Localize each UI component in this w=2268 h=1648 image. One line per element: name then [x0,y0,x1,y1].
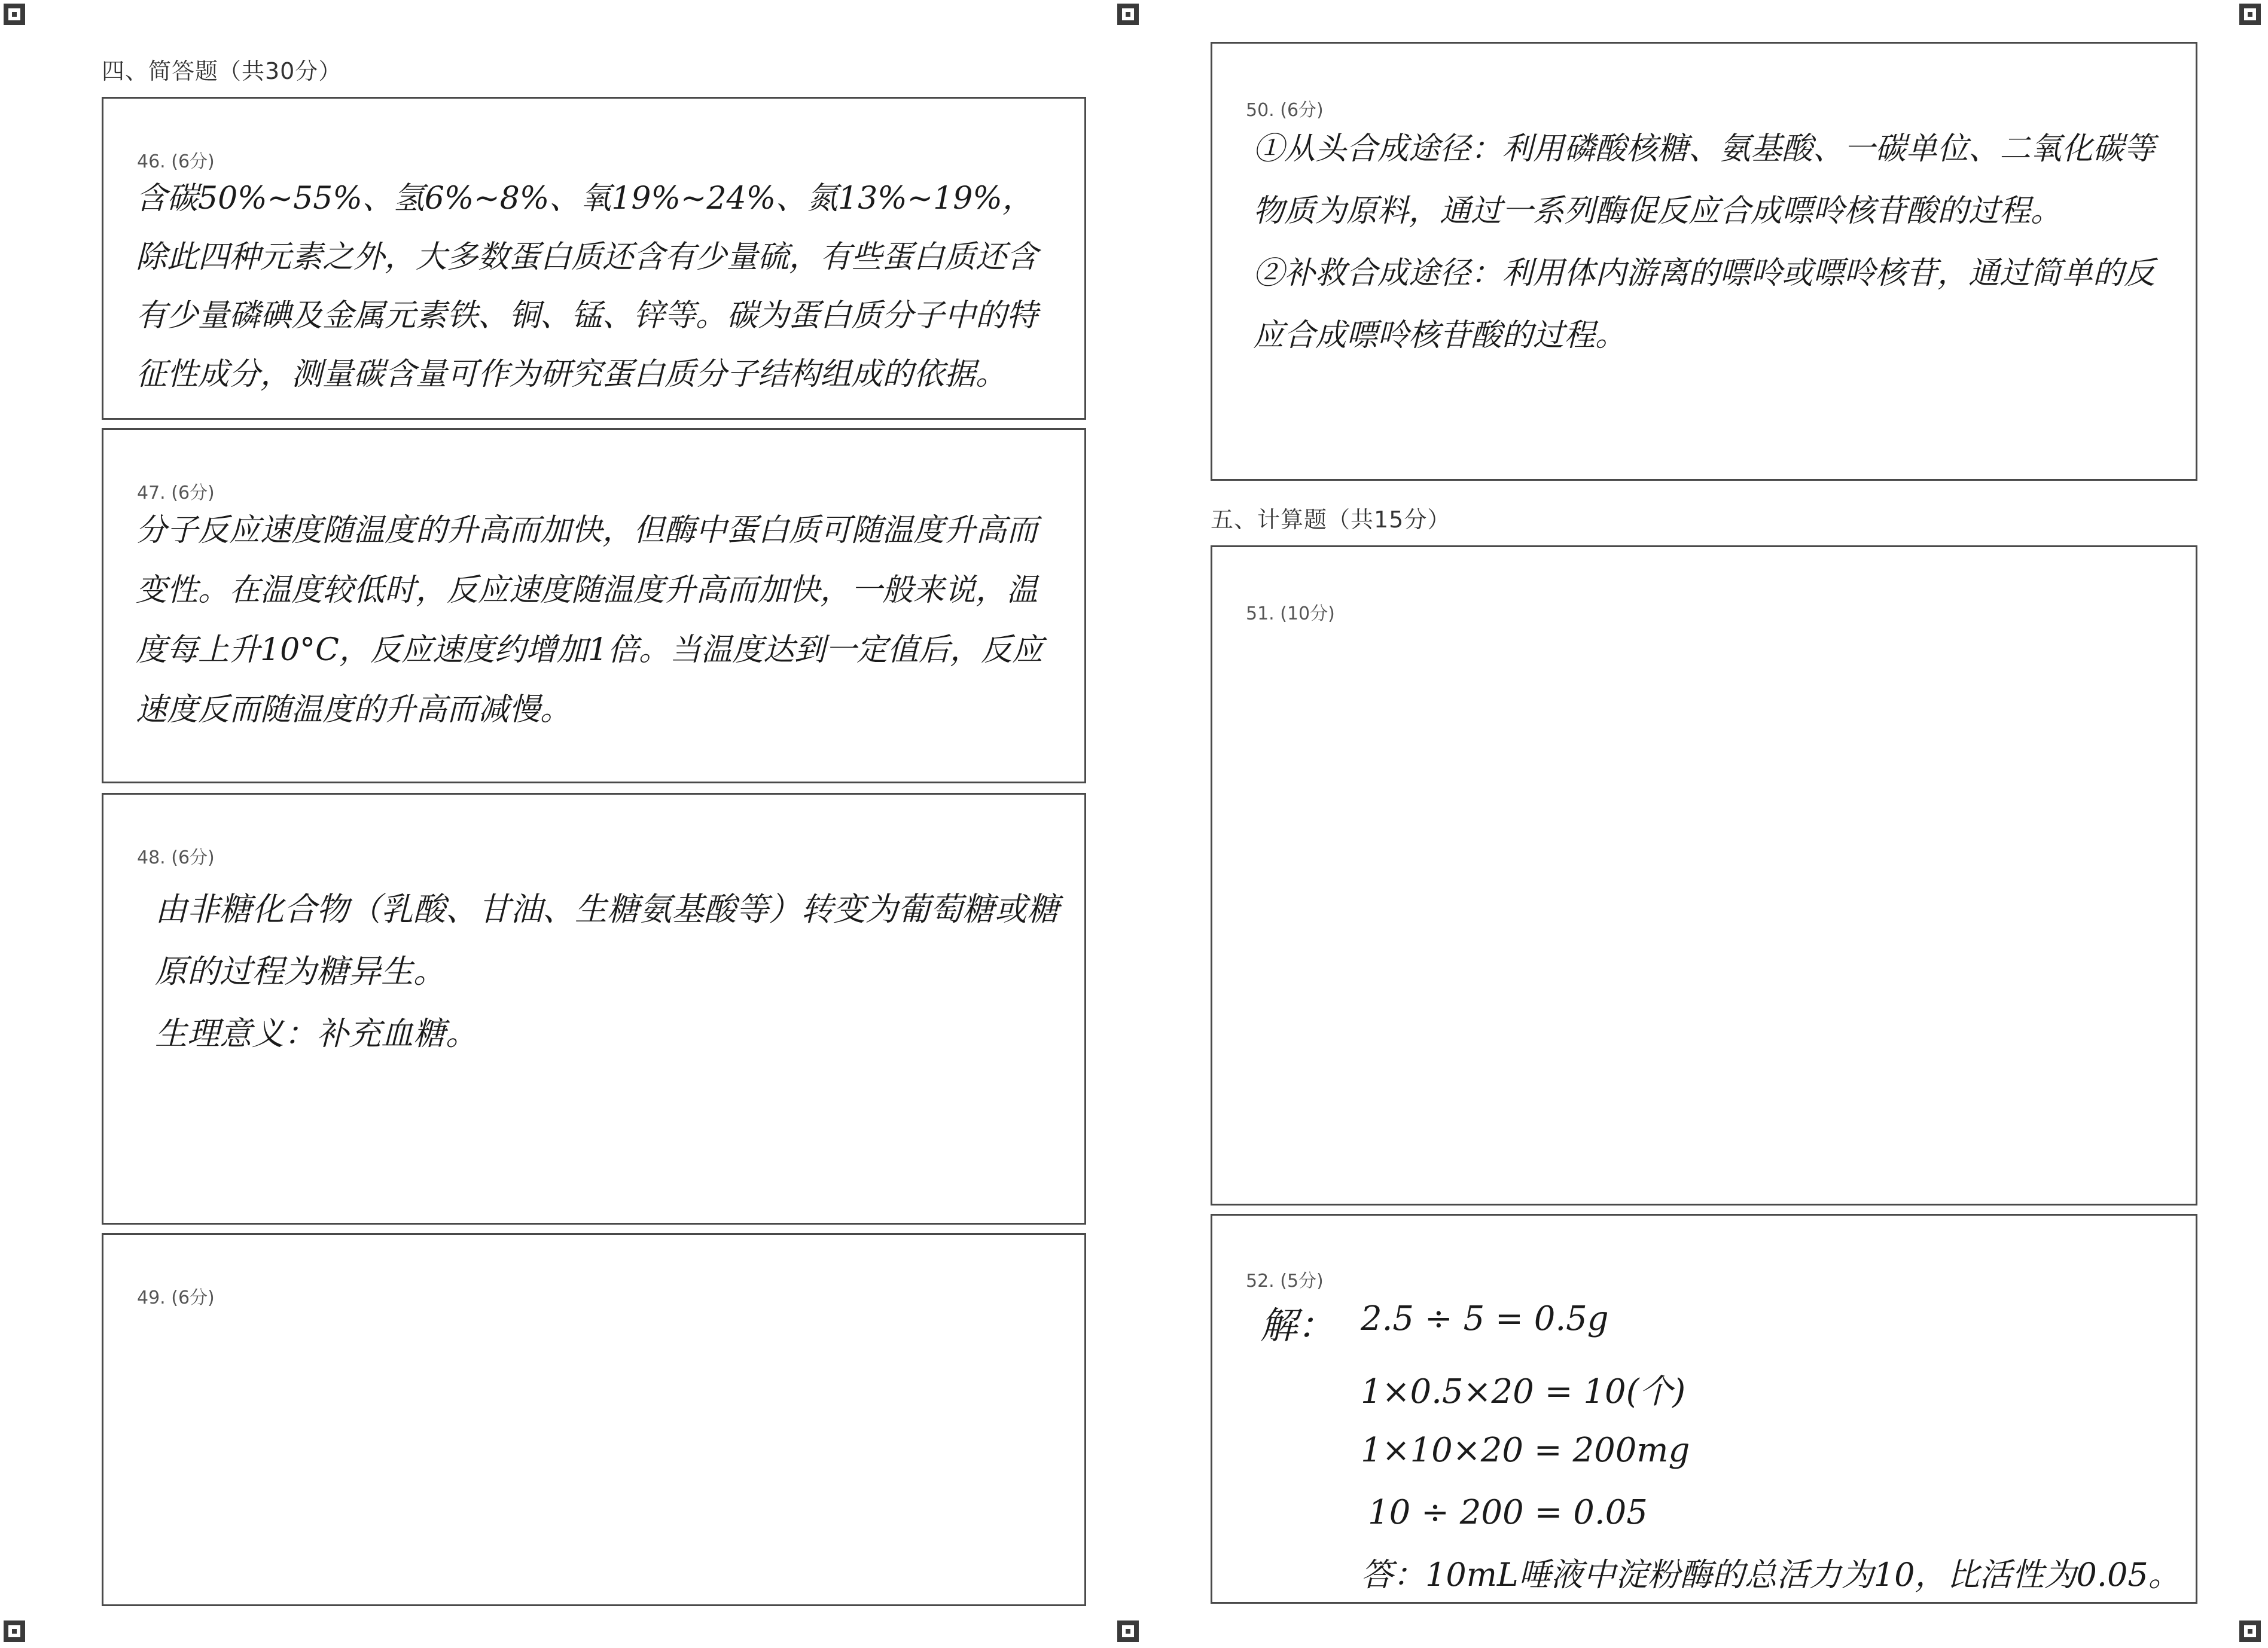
question-box-47[interactable] [102,428,1086,783]
answer-52-line-3: 1×10×20 = 200mg [1361,1431,1690,1470]
section-title-short-answer: 四、简答题（共30分） [102,58,342,84]
registration-marker-top-right [2239,4,2261,25]
question-box-51[interactable] [1211,545,2197,1206]
question-label-46: 46. (6分) [137,151,215,172]
question-label-48: 48. (6分) [137,847,215,868]
answer-text-47: 分子反应速度随温度的升高而加快，但酶中蛋白质可随温度升高而变性。在温度较低时，反应速度随温度升高而加快，一般来说，温度每上升10°C，反应速度约增加1倍。当温度达到一定值后，反应速度反而随温度的升高而减慢。 [136,512,1044,728]
question-label-52: 52. (5分) [1246,1271,1324,1292]
registration-marker-top-left [4,4,25,25]
answer-52-line-4: 10 ÷ 200 = 0.05 [1368,1493,1648,1532]
question-box-46[interactable] [102,97,1086,420]
question-box-50[interactable] [1211,42,2197,481]
registration-marker-bottom-center [1117,1620,1139,1642]
answer-52-line-2: 1×0.5×20 = 10(个) [1361,1372,1686,1411]
registration-marker-top-center [1117,4,1139,25]
question-box-52[interactable] [1211,1214,2197,1604]
registration-marker-bottom-left [4,1620,25,1642]
answer-text-46: 含碳50%~55%、氢6%~8%、氧19%~24%、氮13%~19%，除此四种元素之外，大多数蛋白质还含有少量硫，有些蛋白质还含有少量磷碘及金属元素铁、铜、锰、锌等。碳为蛋白质分子中的特征性成分，测量碳含量可作为研究蛋白质分子结构组成的依据。 [136,181,1038,392]
answer-text-50: ①从头合成途径：利用磷酸核糖、氨基酸、一碳单位、二氧化碳等物质为原料，通过一系列酶促反应合成嘌呤核苷酸的过程。 ②补救合成途径：利用体内游离的嘌呤或嘌呤核苷，通过简单的反应合成嘌呤核苷酸的过程。 [1253,131,2156,353]
question-box-48[interactable] [102,793,1086,1225]
question-label-50: 50. (6分) [1246,100,1324,121]
answer-text-48: 由非糖化合物（乳酸、甘油、生糖氨基酸等）转变为葡萄糖或糖原的过程为糖异生。 生理意义：补充血糖。 [155,890,1059,1052]
question-box-49[interactable] [102,1233,1086,1606]
registration-marker-bottom-right [2239,1620,2261,1642]
answer-52-jie: 解： [1260,1304,1335,1347]
answer-52-line-1: 2.5 ÷ 5 = 0.5g [1361,1299,1609,1338]
question-label-49: 49. (6分) [137,1287,215,1308]
answer-52-conclusion: 答：10mL唾液中淀粉酶的总活力为10，比活性为0.05。 [1361,1556,2181,1594]
section-title-calculation: 五、计算题（共15分） [1211,506,1451,533]
question-label-47: 47. (6分) [137,483,215,503]
question-label-51: 51. (10分) [1246,603,1335,624]
